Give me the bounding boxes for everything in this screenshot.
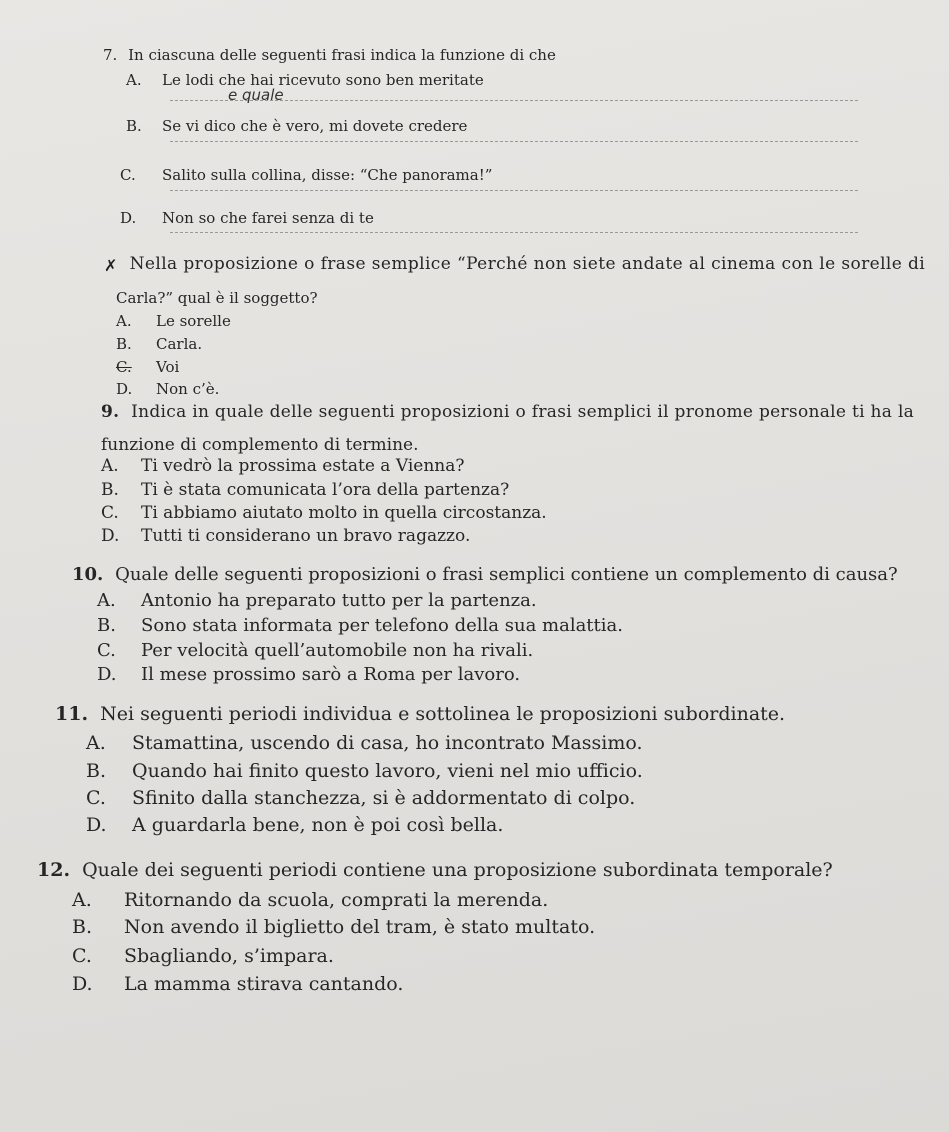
option-letter: C. [116,358,132,376]
option-letter: A. [101,456,119,476]
option-text: Quando hai finito questo lavoro, vieni nel mio ufficio. [132,760,643,782]
option-text: La mamma stirava cantando. [124,973,404,995]
question-12-prompt [37,859,833,881]
question-8-prompt-line2: Carla?” qual è il soggetto? [116,289,318,307]
question-text: Quale dei seguenti periodi contiene una proposizione subordinata temporale? [82,859,833,881]
option-letter: B. [101,480,119,500]
option-text: Ti vedrò la prossima estate a Vienna? [141,456,465,476]
question-number: 11. [55,703,89,725]
answer-line [170,232,858,233]
option-text: Ritornando da scuola, comprati la merenda. [124,889,549,911]
question-9-prompt-line2: funzione di complemento di termine. [101,435,419,455]
option-letter: B. [86,760,107,782]
question-number: 12. [37,859,71,881]
option-b [86,760,643,782]
answer-line [170,141,858,142]
option-text: Il mese prossimo sarò a Roma per lavoro. [141,664,521,685]
option-text: Antonio ha preparato tutto per la partenza. [141,590,537,611]
option-text: Non avendo il biglietto del tram, è stato multato. [124,916,596,938]
handwritten-answer: e quale [228,86,284,104]
option-a [72,889,548,911]
option-d [120,209,374,227]
option-letter: C. [97,640,116,661]
option-letter: D. [120,209,137,227]
question-text: Nella proposizione o frase semplice “Perché non siete andate al cinema con le sorelle di [129,254,926,274]
option-letter: D. [116,380,133,398]
option-c [101,503,547,523]
question-11-prompt [55,703,785,725]
option-letter: D. [72,973,93,995]
option-text: Se vi dico che è vero, mi dovete credere [162,117,468,135]
option-c [97,640,533,661]
option-letter: B. [72,916,93,938]
option-text: Ti abbiamo aiutato molto in quella circostanza. [141,503,547,523]
option-text: Sbagliando, s’impara. [124,945,334,967]
option-text: Salito sulla collina, disse: “Che panorama!” [162,166,493,184]
option-text: Tutti ti considerano un bravo ragazzo. [141,526,471,546]
answer-line [170,100,858,101]
option-letter: B. [97,615,116,636]
option-text: Non so che farei senza di te [162,209,374,227]
option-letter: A. [97,590,116,611]
option-a [101,456,464,476]
option-b [97,615,623,636]
option-letter: D. [97,664,117,685]
option-text: Ti è stata comunicata l’ora della partenza? [141,480,510,500]
option-letter: A. [116,312,132,330]
option-letter: C. [86,787,106,809]
option-text: Sfinito dalla stanchezza, si è addormentato di colpo. [132,787,636,809]
option-text: A guardarla bene, non è poi così bella. [132,814,504,836]
option-text: Non c’è. [156,380,220,398]
option-d [86,814,503,836]
option-letter: D. [101,526,120,546]
question-text: Nei seguenti periodi individua e sottolinea le proposizioni subordinate. [100,703,786,725]
option-letter: C. [101,503,119,523]
option-c [120,166,492,184]
option-d [72,973,403,995]
option-letter: B. [126,117,142,135]
option-b [101,480,509,500]
option-letter: A. [126,71,142,89]
option-text: Stamattina, uscendo di casa, ho incontrato Massimo. [132,732,643,754]
option-letter: A. [72,889,92,911]
question-text: Indica in quale delle seguenti proposizioni o frasi semplici il pronome personale ti ha la [131,402,915,422]
option-text: Voi [156,358,180,376]
option-d [116,380,219,398]
option-a [116,312,231,330]
question-text: Quale delle seguenti proposizioni o frasi semplici contiene un complemento di causa? [115,564,898,585]
option-c [72,945,334,967]
option-a [86,732,643,754]
option-b [116,335,202,353]
option-a [97,590,537,611]
option-text: Le lodi che hai ricevuto sono ben meritate [162,71,484,89]
answer-line [170,190,858,191]
question-number: 9. [101,402,120,422]
option-text: Per velocità quell’automobile non ha rivali. [141,640,534,661]
option-a [126,71,484,89]
pen-mark-icon: ✗ [104,256,118,275]
question-number: 10. [72,564,104,585]
question-text: In ciascuna delle seguenti frasi indica la funzione di che [128,46,556,64]
option-text: Sono stata informata per telefono della sua malattia. [141,615,623,636]
option-b [126,117,467,135]
option-d [97,664,520,685]
option-c [116,358,179,376]
option-text: Le sorelle [156,312,231,330]
question-7-prompt [103,46,556,64]
option-b [72,916,595,938]
question-9-prompt [101,402,914,422]
option-d [101,526,470,546]
question-number: 7. [103,46,118,64]
option-letter: A. [86,732,106,754]
option-letter: D. [86,814,107,836]
option-c [86,787,635,809]
question-8-prompt [104,254,926,275]
question-10-prompt [72,564,898,585]
option-letter: C. [120,166,136,184]
option-letter: B. [116,335,132,353]
option-text: Carla. [156,335,203,353]
option-letter: C. [72,945,92,967]
